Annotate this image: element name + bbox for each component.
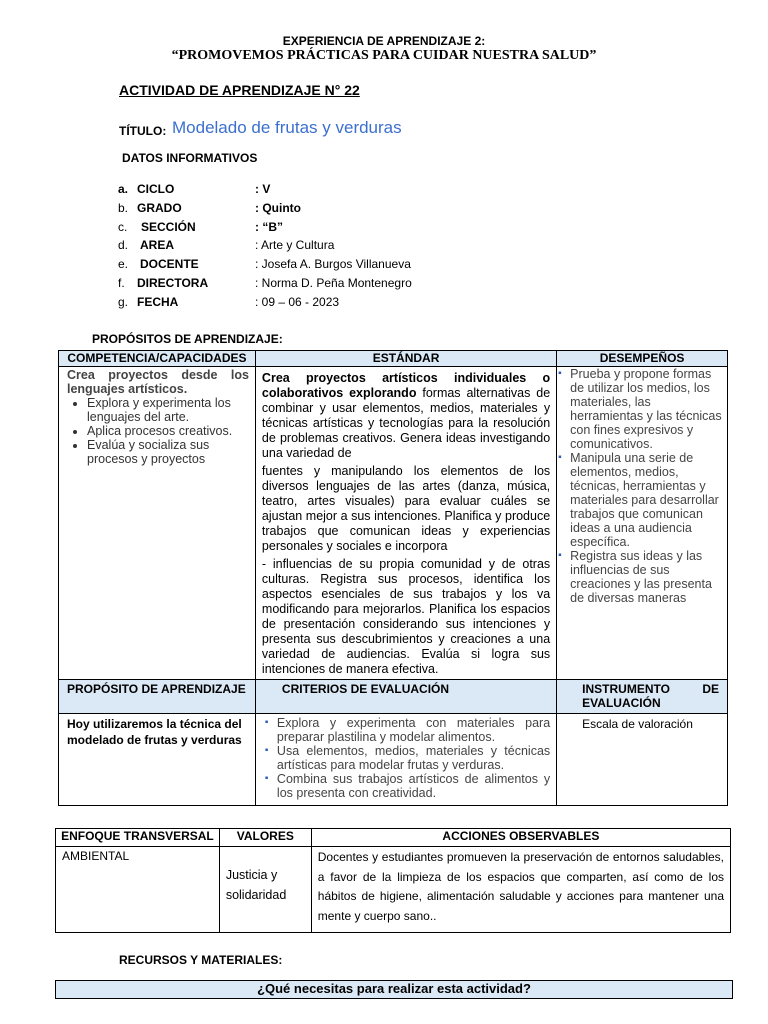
datos-key: SECCIÓN — [141, 220, 196, 234]
pregunta-cell: ¿Qué necesitas para realizar esta actividad? — [56, 981, 733, 999]
page-title: Modelado de frutas y verduras — [172, 118, 402, 137]
datos-key: CICLO — [137, 182, 175, 196]
recursos-heading: RECURSOS Y MATERIALES: — [119, 953, 283, 967]
datos-key: DOCENTE — [140, 257, 199, 271]
header-desempenos: DESEMPEÑOS — [557, 351, 728, 367]
competencia-text: Crea proyectos desde los lenguajes artísticos. — [67, 368, 249, 396]
enfoque-table — [55, 828, 731, 933]
acciones-cell: Docentes y estudiantes promueven la preservación de entornos saludables, a favor de la limpieza de los espacios que comparten, así como de los hábitos de higiene, alimentación saludable y acciones para mantener una mente y cuerpo sano.. — [311, 847, 730, 933]
datos-key: GRADO — [137, 201, 182, 215]
propositos-table — [58, 350, 728, 806]
datos-letter: c. — [118, 220, 128, 234]
estandar-paragraph-2: fuentes y manipulando los elementos de los diversos lenguajes de las artes (danza, música, teatro, artes visuales) para evaluar cuáles se ajustan mejor a sus intenciones. Planifica y produce trabajos que comunican ideas y experiencias personales y sociales e incorpora — [261, 464, 551, 553]
estandar-paragraph-1 — [262, 371, 550, 461]
datos-value: : Norma D. Peña Montenegro — [255, 276, 412, 290]
title-label: TÍTULO: — [119, 124, 167, 138]
datos-value: : Arte y Cultura — [255, 238, 335, 252]
datos-letter: e. — [118, 257, 129, 271]
datos-letter: f. — [118, 276, 125, 290]
datos-letter: b. — [118, 201, 129, 215]
valores-cell: Justicia y solidaridad — [219, 847, 311, 933]
list-item: • Explora y experimenta los lenguajes del arte. — [87, 396, 249, 424]
datos-value: : 09 – 06 - 2023 — [255, 295, 340, 309]
header-estandar: ESTÁNDAR — [255, 351, 556, 367]
datos-letter: d. — [118, 238, 129, 252]
datos-letter: a. — [118, 182, 129, 196]
header-competencia: COMPETENCIA/CAPACIDADES — [59, 351, 256, 367]
list-item: ▪ Manipula una serie de elementos, medios, técnicas, herramientas y materiales para desarrollar trabajos que comunican ideas a una audiencia específica. — [570, 451, 723, 549]
instrumento-cell: Escala de valoración — [557, 714, 728, 806]
datos-value: : Josefa A. Burgos Villanueva — [255, 257, 411, 271]
header-valores: VALORES — [219, 829, 311, 847]
desempenos-list — [557, 367, 723, 605]
proposito-cell: Hoy utilizaremos la técnica del modelado de frutas y verduras — [59, 714, 256, 806]
list-item: ▪ Usa elementos, medios, materiales y técnicas artísticas para modelar frutas y verduras. — [277, 744, 550, 772]
header-criterios: CRITERIOS DE EVALUACIÓN — [255, 680, 556, 714]
header-enfoque: ENFOQUE TRANSVERSAL — [56, 829, 220, 847]
experience-motto: “PROMOVEMOS PRÁCTICAS PARA CUIDAR NUESTRA SALUD” — [171, 48, 597, 63]
datos-value: : V — [255, 182, 271, 196]
datos-key: AREA — [140, 238, 175, 252]
list-item: ▪ Prueba y propone formas de utilizar los medios, los materiales, las herramientas y las técnicas con fines expresivos y comunicativos. — [570, 367, 723, 451]
experience-heading: EXPERIENCIA DE APRENDIZAJE 2: — [282, 34, 486, 48]
desempenos-cell — [557, 367, 728, 680]
estandar-cell — [255, 367, 556, 680]
propositos-heading: PROPÓSITOS DE APRENDIZAJE: — [92, 332, 283, 346]
pregunta-table — [55, 980, 733, 999]
competencia-cell — [59, 367, 256, 680]
datos-value: : “B” — [255, 220, 283, 234]
criterios-cell — [255, 714, 556, 806]
datos-letter: g. — [118, 295, 129, 309]
list-item: ▪ Registra sus ideas y las influencias de sus creaciones y las presenta de diversas maneras — [570, 549, 723, 605]
datos-key: DIRECTORA — [137, 276, 209, 290]
criterios-list — [264, 716, 550, 800]
header-instrumento: INSTRUMENTO DE EVALUACIÓN — [557, 680, 728, 714]
activity-title: ACTIVIDAD DE APRENDIZAJE N° 22 — [119, 82, 360, 98]
datos-heading: DATOS INFORMATIVOS — [122, 151, 258, 165]
list-item: ▪ Combina sus trabajos artísticos de alimentos y los presenta con creatividad. — [277, 772, 550, 800]
list-item: • Evalúa y socializa sus procesos y proyectos — [87, 438, 249, 466]
estandar-bold: Crea proyectos artísticos individuales o colaborativos explorando — [261, 371, 551, 400]
list-item: ▪ Explora y experimenta con materiales para preparar plastilina y modelar alimentos. — [277, 716, 550, 744]
capacidades-list — [67, 396, 249, 466]
estandar-paragraph-3: - influencias de su propia comunidad y de otras culturas. Registra sus procesos, identifica los aspectos esenciales de sus trabajos y los va modificando para mejorarlos. Planifica los espacios de presentación considerando sus intenciones y presenta sus descubrimientos y creaciones a una variedad de audiencias. Evalúa si logra sus intenciones de manera efectiva. — [261, 557, 551, 676]
list-item: • Aplica procesos creativos. — [87, 424, 249, 438]
header-proposito: PROPÓSITO DE APRENDIZAJE — [59, 680, 256, 714]
estandar-text: formas alternativas de combinar y usar elementos, medios, materiales y técnicas artísticas y tecnologías para la resolución de problemas creativos. Genera ideas investigando una variedad de — [261, 386, 551, 460]
datos-value: : Quinto — [255, 201, 301, 215]
header-acciones: ACCIONES OBSERVABLES — [311, 829, 730, 847]
enfoque-cell: AMBIENTAL — [56, 847, 220, 933]
datos-key: FECHA — [137, 295, 179, 309]
